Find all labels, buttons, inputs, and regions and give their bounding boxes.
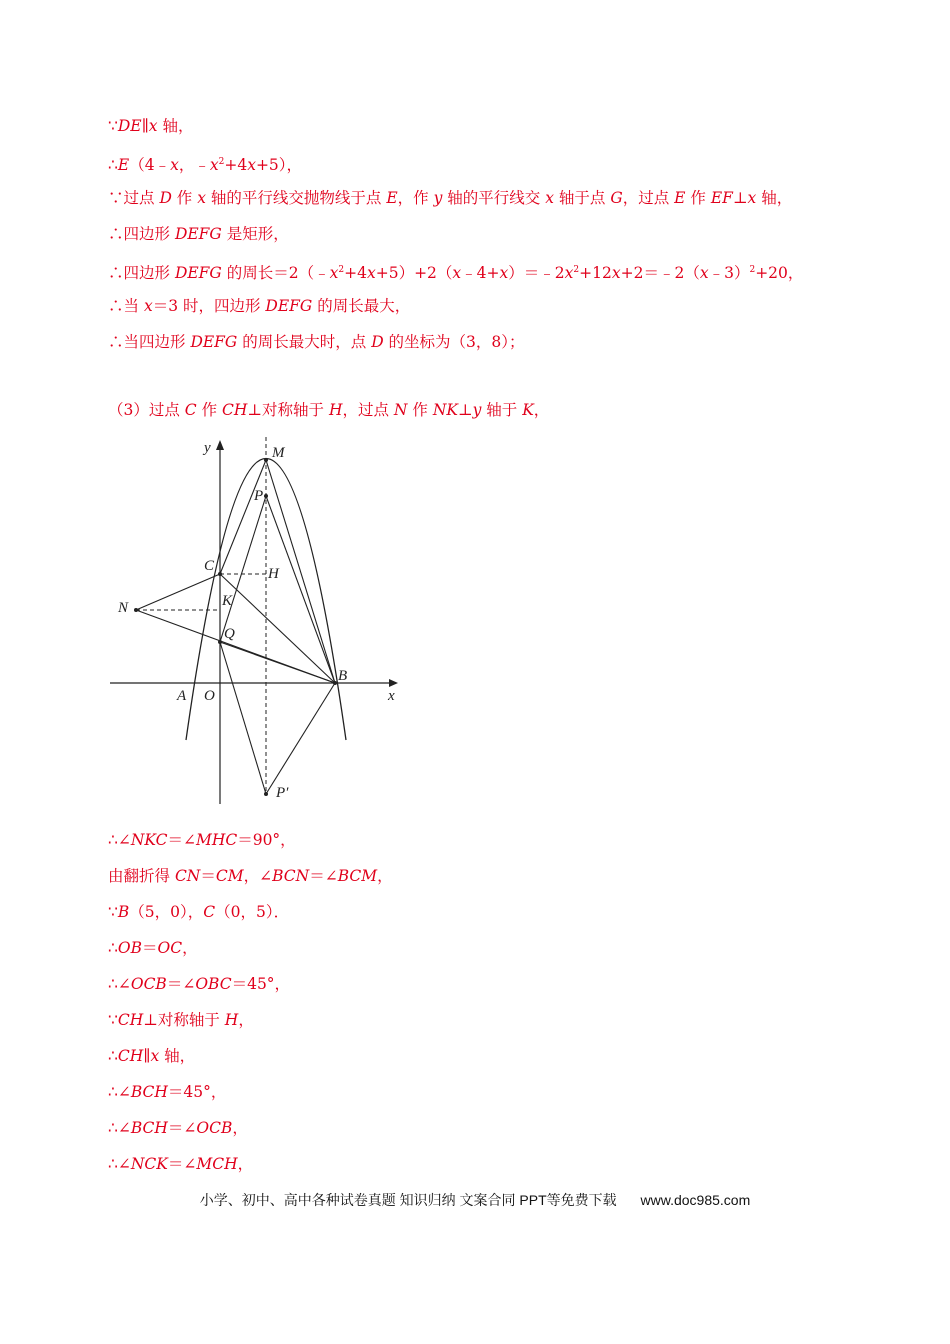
- line-nck-mch: ∴∠NCK＝∠MCH，: [108, 1155, 254, 1173]
- line-perimeter: ∴四边形 DEFG 的周长$=2(﹣x^2+4x+5)+2(x﹣4+x)=﹣2x^2+12x+2=﹣2(x﹣3)^2+20$，: [108, 264, 804, 282]
- line-ob-oc: ∴OB＝OC，: [108, 939, 198, 957]
- line-ch-parallel: ∴CH∥x 轴，: [108, 1047, 196, 1065]
- segment-pb: [266, 496, 335, 683]
- label-b: B: [338, 668, 348, 684]
- point-p-prime: [264, 792, 268, 796]
- label-c: C: [204, 558, 215, 574]
- parabola-diagram: [100, 432, 410, 807]
- y-axis-arrow: [216, 440, 224, 450]
- line-part3-construction: （3）过点 C 作 CH⊥对称轴于 H，过点 N 作 NK⊥y 轴于 K，: [108, 401, 550, 419]
- x-axis-arrow: [389, 679, 398, 687]
- label-k: K: [222, 593, 233, 609]
- point-m: [264, 458, 268, 462]
- line-bch-ocb: ∴∠BCH＝∠OCB，: [108, 1119, 248, 1137]
- line-bch-45: ∴∠BCH＝45°，: [108, 1083, 227, 1101]
- line-fold: 由翻折得 CN＝CM，∠BCN＝∠BCM，: [108, 867, 393, 885]
- label-p-prime: P′: [276, 785, 289, 801]
- label-x: x: [388, 688, 395, 704]
- label-n: N: [118, 600, 129, 616]
- point-n: [134, 608, 138, 612]
- point-b: [333, 681, 337, 685]
- label-y: y: [204, 440, 211, 456]
- point-p: [264, 494, 268, 498]
- line-de-parallel: ∵DE∥x 轴，: [108, 117, 194, 135]
- segment-nc: [136, 574, 220, 610]
- segment-qb: [220, 642, 335, 683]
- line-rectangle: ∴四边形 DEFG 是矩形，: [108, 225, 289, 243]
- footer-url[interactable]: www.doc985.com: [640, 1192, 751, 1208]
- line-points-bc: ∵B（5，0），C（0，5）．: [108, 903, 290, 921]
- line-45-degrees: ∴∠OCB＝∠OBC＝45°，: [108, 975, 291, 993]
- line-max-when: ∴当 x＝3 时，四边形 DEFG 的周长最大，: [108, 297, 411, 315]
- label-p: P: [254, 488, 264, 504]
- label-a: A: [177, 688, 187, 704]
- segment-ppb: [266, 683, 335, 794]
- label-q: Q: [224, 626, 235, 642]
- point-c: [218, 572, 222, 576]
- label-h: H: [268, 566, 279, 582]
- label-m: M: [272, 445, 285, 461]
- line-point-d: ∴当四边形 DEFG 的周长最大时，点 D 的坐标为（3，8）；: [108, 333, 525, 351]
- line-construction: ∵过点 D 作 x 轴的平行线交抛物线于点 E，作 y 轴的平行线交 x 轴于点 G，过点 E 作 EF⊥x 轴，: [108, 189, 793, 207]
- page-footer: [0, 1190, 950, 1210]
- line-e-coordinate: ∴E（4﹣x，$﹣x^2+4x+5$），: [108, 156, 303, 174]
- geometry-figure: [100, 432, 410, 807]
- line-ch-perp: ∵CH⊥对称轴于 H，: [108, 1011, 254, 1029]
- footer-text: 小学、初中、高中各种试卷真题 知识归纳 文案合同 PPT等免费下载: [199, 1192, 617, 1208]
- point-q: [218, 640, 222, 644]
- line-right-angles: ∴∠NKC＝∠MHC＝90°，: [108, 831, 296, 849]
- label-o: O: [204, 688, 215, 704]
- segment-qpp: [220, 642, 266, 794]
